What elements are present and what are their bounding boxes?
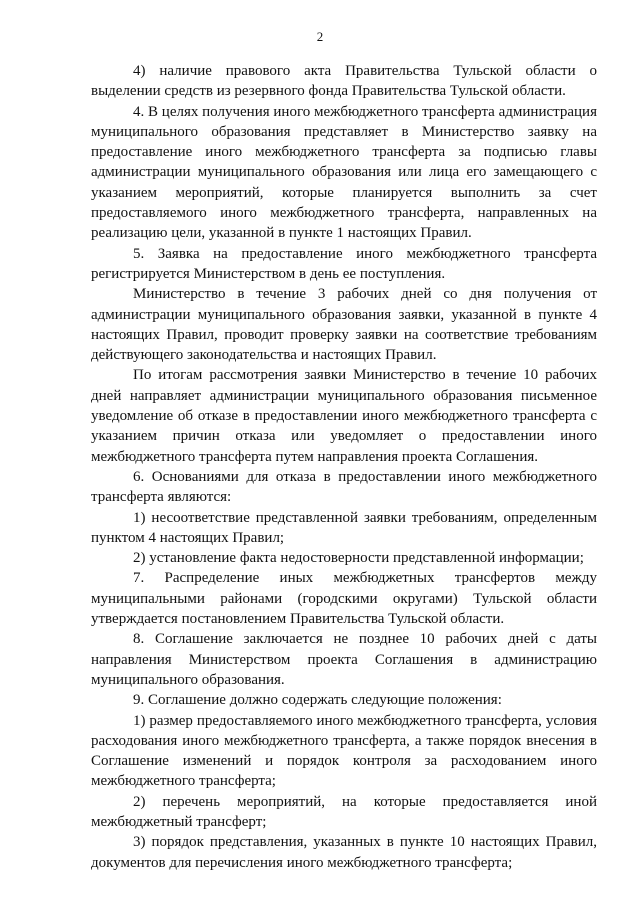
paragraph-refusal-ground-2: 2) установление факта недостоверности представленной информации; (133, 550, 584, 567)
paragraph-7-distribution: 7. Распределение иных межбюджетных трансфертов между муниципальными районами (городскими округами) Тульской области утверждается постановлением Правительства Тульской области. (91, 570, 597, 628)
paragraph-item-4-legal-act: 4) наличие правового акта Правительства Тульской области о выделении средств из резервного фонда Правительства Тульской области. (91, 63, 597, 100)
paragraph-8-agreement-term: 8. Соглашение заключается не позднее 10 рабочих дней с даты направления Министерством проекта Соглашения в администрацию муниципального образования. (91, 631, 597, 688)
paragraph-5-registration: 5. Заявка на предоставление иного межбюджетного трансферта регистрируется Министерством в день ее поступления. (91, 245, 597, 282)
paragraph-refusal-ground-1: 1) несоответствие представленной заявки требованиям, определенным пунктом 4 настоящих Правил; (91, 509, 597, 546)
paragraph-agreement-item-2: 2) перечень мероприятий, на которые предоставляется иной межбюджетный трансферт; (91, 793, 597, 830)
paragraph-review-result: По итогам рассмотрения заявки Министерство в течение 10 рабочих дней направляет администрации муниципального образования письменное уведомление об отказе в предоставлении иного межбюджетного трансферта с указанием причин отказа или уведомляет о предоставлении иного межбюджетного трансферта путем направления проекта Соглашения. (91, 367, 597, 465)
paragraph-4-application: 4. В целях получения иного межбюджетного трансферта администрация муниципального образования представляет в Министерство заявку на предоставление иного межбюджетного трансферта за подписью главы администрации муниципального образования или лица его замещающего с указанием мероприятий, которые планируется выполнить за счет предоставляемого иного межбюджетного трансферта, направленных на реализацию цели, указанной в пункте 1 настоящих Правил. (91, 103, 597, 242)
page-number: 2 (316, 29, 324, 44)
paragraph-agreement-item-3: 3) порядок представления, указанных в пункте 10 настоящих Правил, документов для перечисления иного межбюджетного трансферта; (91, 834, 597, 871)
paragraph-application-check: Министерство в течение 3 рабочих дней со дня получения от администрации муниципального образования заявки, указанной в пункте 4 настоящих Правил, проводит проверку заявки на соответствие требованиям действующего законодательства и настоящих Правил. (91, 286, 597, 364)
paragraph-9-agreement-content: 9. Соглашение должно содержать следующие положения: (133, 692, 502, 709)
document-body (91, 61, 597, 873)
paragraph-agreement-item-1: 1) размер предоставляемого иного межбюджетного трансферта, условия расходования иного межбюджетного трансферта, а также порядок внесения в Соглашение изменений и порядок контроля за расходованием иного межбюджетного трансферта; (91, 712, 597, 790)
paragraph-6-refusal-grounds: 6. Основаниями для отказа в предоставлении иного межбюджетного трансферта являются: (91, 468, 597, 506)
